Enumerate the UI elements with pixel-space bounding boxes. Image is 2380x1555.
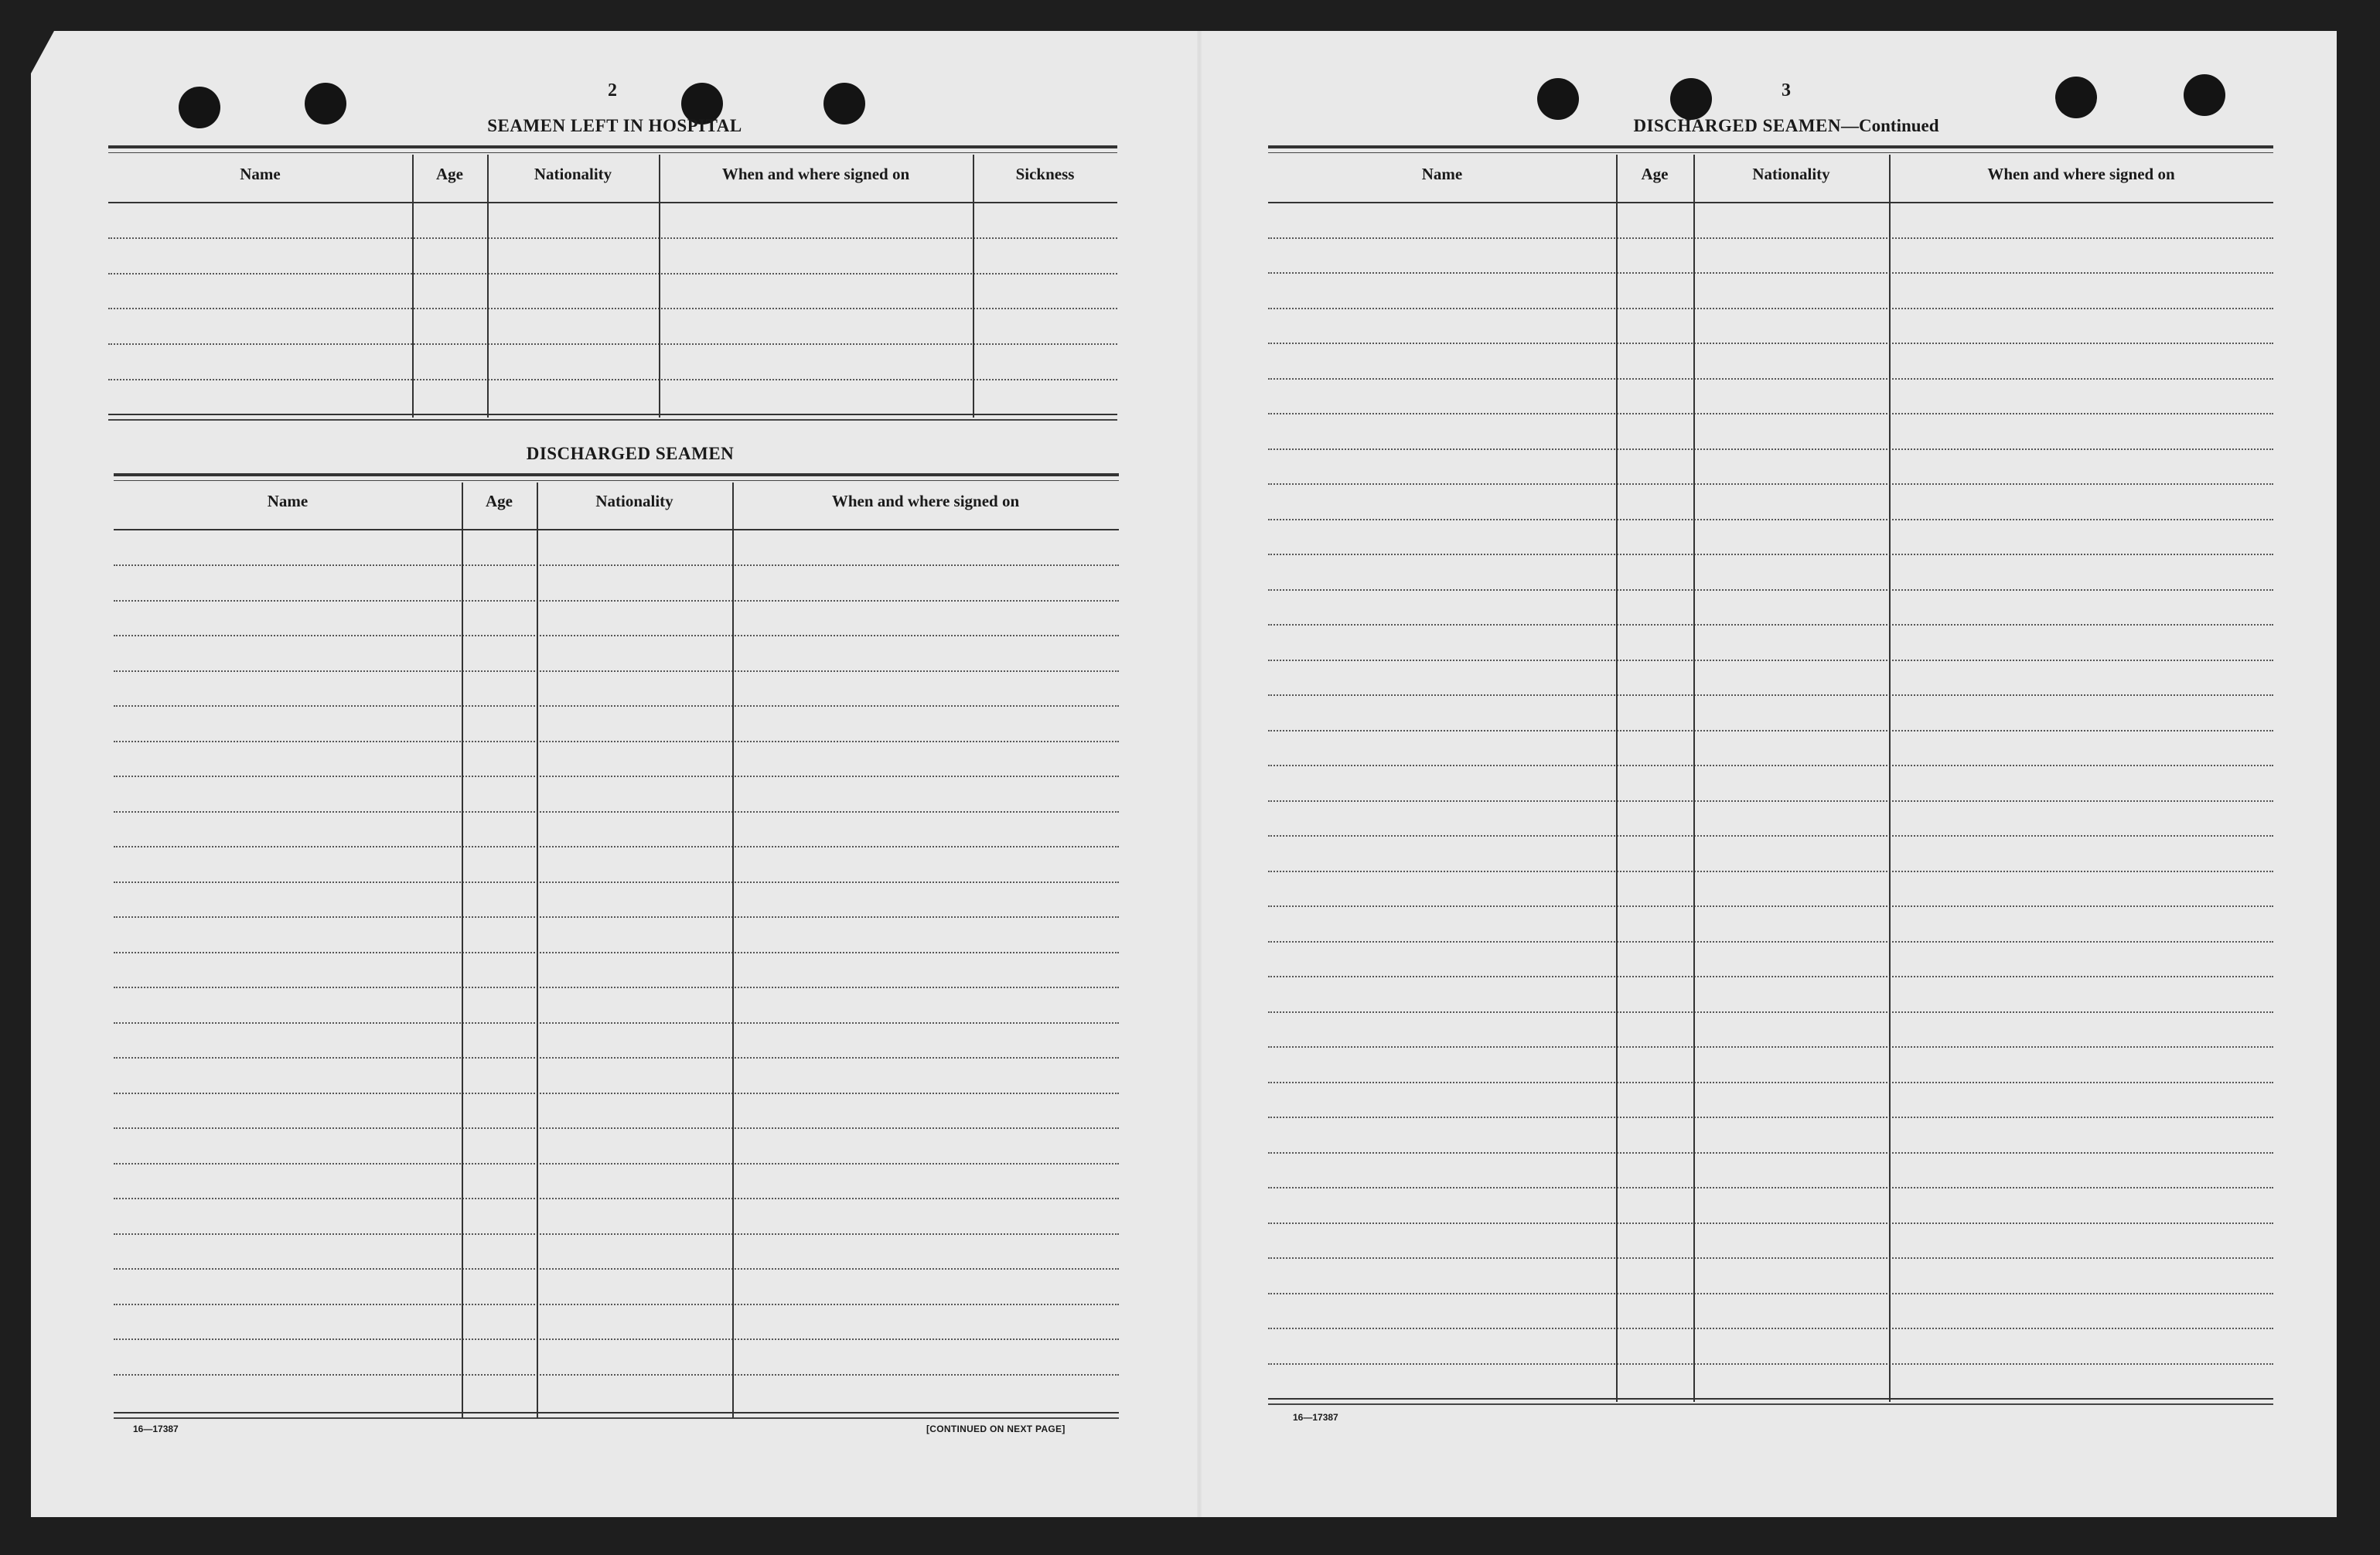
punch-hole (1670, 78, 1712, 120)
column-header-nationality: Nationality (1752, 165, 1830, 183)
column-header-signed-on: When and where signed on (721, 165, 910, 183)
continued-note: [CONTINUED ON NEXT PAGE] (926, 1424, 1066, 1434)
section-title-suffix: —Continued (1841, 116, 1939, 135)
hospital-table (108, 145, 1117, 424)
column-header-signed-on: When and where signed on (1987, 165, 2175, 183)
discharged-table (114, 473, 1119, 1424)
column-header-signed-on: When and where signed on (831, 492, 1020, 510)
section-title: DISCHARGED SEAMEN (1633, 116, 1842, 135)
page-number: 2 (608, 80, 617, 101)
section-title-discharged: DISCHARGED SEAMEN (526, 444, 735, 463)
punch-hole (2184, 74, 2225, 116)
column-header-age: Age (436, 165, 463, 183)
column-header-sickness: Sickness (1015, 165, 1075, 183)
form-number: 16—17387 (1293, 1412, 1338, 1423)
column-header-age: Age (486, 492, 513, 510)
column-header-nationality: Nationality (534, 165, 612, 183)
discharged-continued-table (1268, 145, 2273, 1406)
form-number: 16—17387 (133, 1424, 179, 1434)
column-header-name: Name (240, 165, 281, 183)
column-header-name: Name (267, 492, 309, 510)
punch-hole (179, 87, 220, 128)
section-title-hospital: SEAMEN LEFT IN HOSPITAL (487, 116, 742, 135)
column-header-nationality: Nationality (595, 492, 673, 510)
column-header-name: Name (1421, 165, 1463, 183)
punch-hole (305, 83, 346, 124)
column-header-age: Age (1641, 165, 1669, 183)
section-title-discharged-continued (1577, 116, 1995, 136)
punch-hole (1537, 78, 1579, 120)
page-fold (1197, 31, 1202, 1517)
punch-hole (2055, 77, 2097, 118)
page-number: 3 (1782, 80, 1791, 101)
